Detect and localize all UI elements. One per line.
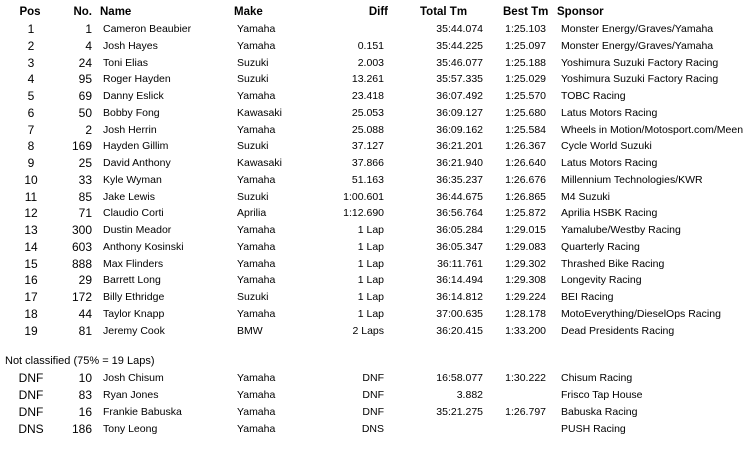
table-row — [0, 323, 745, 340]
cell-name: Ryan Jones — [103, 389, 159, 401]
cell-pos: 6 — [27, 105, 35, 120]
cell-sponsor: PUSH Racing — [561, 422, 626, 435]
cell-no: 83 — [78, 388, 92, 402]
cell-make: Yamaha — [237, 389, 276, 401]
cell-no: 71 — [78, 206, 92, 221]
cell-name: Josh Hayes — [103, 39, 158, 52]
cell-name: Jake Lewis — [103, 190, 155, 203]
cell-sponsor: Monster Energy/Graves/Yamaha — [561, 23, 714, 35]
cell-total: 36:21.201 — [436, 140, 483, 153]
cell-pos: 3 — [27, 55, 35, 70]
cell-make: Yamaha — [237, 123, 276, 136]
cell-no: 603 — [71, 239, 92, 254]
cell-diff: 1 Lap — [357, 240, 384, 253]
cell-sponsor: Longevity Racing — [561, 274, 642, 287]
cell-name: Jeremy Cook — [103, 324, 165, 337]
results-body — [0, 21, 745, 339]
cell-name: Bobby Fong — [103, 106, 160, 119]
cell-best: 1:25.103 — [505, 23, 546, 35]
cell-sponsor: Yamalube/Westby Racing — [561, 224, 681, 236]
cell-diff: 37.127 — [351, 140, 384, 153]
cell-name: Toni Elias — [103, 56, 148, 69]
cell-total: 36:14.494 — [436, 274, 483, 287]
cell-no: 29 — [78, 273, 92, 288]
cell-pos: DNS — [18, 421, 44, 436]
cell-diff: 1:00.601 — [343, 190, 384, 203]
header-total: Total Tm — [420, 6, 468, 18]
not-classified-body — [0, 370, 745, 437]
cell-make: Kawasaki — [237, 106, 282, 119]
cell-diff: DNF — [362, 372, 384, 385]
cell-best: 1:30.222 — [505, 372, 546, 385]
cell-diff: 13.261 — [351, 73, 384, 86]
table-row — [0, 306, 745, 323]
cell-diff: 25.088 — [351, 123, 384, 136]
cell-name: Dustin Meador — [103, 224, 172, 236]
cell-best: 1:29.302 — [505, 257, 546, 270]
cell-make: Yamaha — [237, 173, 276, 186]
cell-best: 1:33.200 — [505, 324, 546, 337]
cell-total: 35:21.275 — [436, 405, 483, 418]
cell-best: 1:28.178 — [505, 307, 546, 320]
cell-total: 3.882 — [456, 389, 483, 401]
cell-best: 1:25.872 — [505, 207, 546, 220]
cell-make: Yamaha — [237, 307, 276, 320]
cell-no: 300 — [71, 223, 92, 237]
cell-name: Claudio Corti — [103, 207, 164, 220]
cell-sponsor: Wheels in Motion/Motosport.com/Meen — [561, 123, 744, 136]
cell-diff: 1 Lap — [357, 291, 384, 303]
cell-diff: 37.866 — [351, 157, 384, 169]
cell-make: Yamaha — [237, 372, 276, 385]
cell-make: BMW — [237, 324, 263, 337]
cell-make: Yamaha — [237, 224, 276, 236]
header-diff: Diff — [368, 6, 388, 18]
cell-sponsor: Frisco Tap House — [561, 389, 643, 401]
header-name: Name — [100, 6, 132, 18]
cell-diff: 2.003 — [357, 56, 384, 69]
cell-diff: 1:12.690 — [343, 207, 384, 220]
cell-total: 35:57.335 — [436, 73, 483, 86]
cell-total: 36:44.675 — [436, 190, 483, 203]
cell-no: 169 — [71, 139, 92, 154]
table-row — [0, 138, 745, 155]
cell-pos: 17 — [24, 290, 38, 304]
cell-pos: 13 — [24, 223, 38, 237]
table-row — [0, 172, 745, 189]
cell-sponsor: M4 Suzuki — [561, 190, 611, 203]
cell-no: 24 — [78, 55, 92, 70]
cell-name: Cameron Beaubier — [103, 23, 192, 35]
cell-name: Barrett Long — [103, 274, 161, 287]
cell-best: 1:29.083 — [505, 240, 546, 253]
cell-no: 33 — [78, 172, 92, 187]
cell-best: 1:25.188 — [505, 56, 546, 69]
cell-pos: 2 — [27, 38, 35, 53]
cell-best: 1:29.308 — [505, 274, 546, 287]
cell-sponsor: Millennium Technologies/KWR — [561, 173, 703, 186]
cell-no: 44 — [78, 306, 92, 321]
cell-sponsor: MotoEverything/DieselOps Racing — [561, 307, 721, 320]
cell-best: 1:26.676 — [505, 173, 546, 186]
cell-make: Aprilia — [237, 207, 267, 220]
cell-pos: 16 — [24, 273, 38, 288]
header-pos: Pos — [19, 6, 41, 18]
cell-make: Yamaha — [237, 405, 276, 418]
table-row — [0, 289, 745, 306]
cell-sponsor: Yoshimura Suzuki Factory Racing — [561, 73, 719, 86]
cell-no: 69 — [78, 89, 92, 103]
cell-no: 50 — [78, 105, 92, 120]
cell-diff: 25.053 — [351, 106, 384, 119]
cell-best: 1:25.570 — [505, 90, 546, 102]
cell-pos: 14 — [24, 239, 38, 254]
cell-best: 1:26.367 — [505, 140, 546, 153]
cell-diff: 1 Lap — [357, 257, 384, 270]
cell-sponsor: Cycle World Suzuki — [561, 140, 652, 153]
cell-pos: DNF — [18, 371, 44, 386]
cell-no: 95 — [78, 72, 92, 87]
cell-sponsor: Dead Presidents Racing — [561, 324, 675, 337]
cell-best: 1:29.224 — [505, 291, 546, 303]
cell-sponsor: Babuska Racing — [561, 405, 638, 418]
table-row — [0, 421, 745, 438]
cell-best: 1:25.097 — [505, 39, 546, 52]
cell-make: Suzuki — [237, 73, 269, 86]
cell-no: 10 — [78, 371, 92, 386]
cell-name: Max Flinders — [103, 257, 164, 270]
cell-sponsor: Monster Energy/Graves/Yamaha — [561, 39, 714, 52]
cell-total: 36:05.347 — [436, 240, 483, 253]
cell-make: Suzuki — [237, 190, 269, 203]
table-row — [0, 21, 745, 38]
cell-best: 1:25.029 — [505, 73, 546, 86]
cell-name: Hayden Gillim — [103, 140, 169, 153]
cell-name: David Anthony — [103, 157, 171, 169]
cell-diff: DNF — [362, 389, 384, 401]
cell-pos: 8 — [27, 139, 35, 154]
cell-name: Frankie Babuska — [103, 405, 182, 418]
header-row — [0, 3, 745, 21]
cell-total: 36:05.284 — [436, 224, 483, 236]
cell-diff: DNF — [362, 405, 384, 418]
cell-no: 25 — [78, 156, 92, 170]
table-row — [0, 122, 745, 139]
cell-pos: 15 — [24, 256, 38, 271]
cell-pos: 9 — [27, 156, 35, 170]
cell-name: Billy Ethridge — [103, 291, 165, 303]
cell-make: Yamaha — [237, 240, 276, 253]
cell-sponsor: Chisum Racing — [561, 372, 633, 385]
not-classified-title: Not classified (75% = 19 Laps) — [5, 355, 155, 368]
table-row — [0, 222, 745, 239]
cell-pos: 5 — [27, 89, 35, 103]
cell-make: Suzuki — [237, 140, 269, 153]
cell-best: 1:26.865 — [505, 190, 546, 203]
cell-diff: 51.163 — [351, 173, 384, 186]
cell-make: Kawasaki — [237, 157, 282, 169]
cell-diff: 23.418 — [351, 90, 384, 102]
cell-diff: 1 Lap — [357, 224, 384, 236]
cell-best: 1:25.680 — [505, 106, 546, 119]
cell-sponsor: Aprilia HSBK Racing — [561, 207, 658, 220]
cell-sponsor: Thrashed Bike Racing — [561, 257, 665, 270]
cell-total: 16:58.077 — [436, 372, 483, 385]
cell-name: Tony Leong — [103, 422, 158, 435]
cell-best: 1:25.584 — [505, 123, 546, 136]
table-row — [0, 38, 745, 55]
cell-make: Yamaha — [237, 23, 276, 35]
cell-name: Taylor Knapp — [103, 307, 165, 320]
table-row — [0, 272, 745, 289]
cell-no: 172 — [71, 290, 92, 304]
cell-best: 1:26.640 — [505, 157, 546, 169]
table-row — [0, 88, 745, 105]
cell-pos: 12 — [24, 206, 38, 221]
header-no: No. — [73, 6, 92, 18]
cell-best: 1:29.015 — [505, 224, 546, 236]
cell-pos: 19 — [24, 323, 38, 338]
table-row — [0, 205, 745, 222]
table-row — [0, 71, 745, 88]
cell-pos: 11 — [24, 189, 38, 204]
cell-pos: DNF — [18, 404, 44, 419]
cell-pos: 18 — [24, 306, 38, 321]
table-row — [0, 55, 745, 72]
cell-sponsor: Quarterly Racing — [561, 240, 640, 253]
cell-diff: 1 Lap — [357, 274, 384, 287]
cell-no: 2 — [85, 122, 92, 137]
cell-total: 36:11.761 — [437, 257, 483, 270]
cell-no: 16 — [78, 404, 92, 419]
cell-pos: 4 — [27, 72, 35, 87]
table-row — [0, 105, 745, 122]
cell-total: 37:00.635 — [436, 307, 483, 320]
cell-total: 36:20.415 — [436, 324, 483, 337]
cell-total: 36:56.764 — [436, 207, 483, 220]
cell-no: 888 — [71, 256, 92, 271]
table-row — [0, 404, 745, 421]
cell-diff: 1 Lap — [357, 307, 384, 320]
cell-total: 36:09.162 — [436, 123, 483, 136]
table-row — [0, 370, 745, 387]
cell-no: 186 — [71, 421, 92, 436]
cell-name: Anthony Kosinski — [103, 240, 184, 253]
cell-make: Yamaha — [237, 39, 276, 52]
cell-no: 81 — [78, 323, 92, 338]
cell-pos: 1 — [27, 22, 35, 36]
cell-total: 35:46.077 — [436, 56, 483, 69]
cell-diff: 0.151 — [357, 39, 384, 52]
cell-make: Suzuki — [237, 291, 269, 303]
cell-total: 35:44.074 — [436, 23, 483, 35]
table-row — [0, 155, 745, 172]
cell-make: Yamaha — [237, 422, 276, 435]
header-best: Best Tm — [503, 6, 549, 18]
cell-pos: 10 — [24, 172, 38, 187]
cell-sponsor: Latus Motors Racing — [561, 106, 658, 119]
cell-no: 1 — [85, 22, 92, 36]
cell-sponsor: Latus Motors Racing — [561, 157, 658, 169]
cell-pos: 7 — [27, 122, 35, 137]
cell-total: 36:14.812 — [436, 291, 483, 303]
cell-best: 1:26.797 — [505, 405, 546, 418]
header-make: Make — [234, 6, 263, 18]
cell-total: 36:09.127 — [436, 106, 483, 119]
cell-total: 36:21.940 — [436, 157, 483, 169]
cell-no: 4 — [85, 38, 92, 53]
cell-total: 36:07.492 — [436, 90, 483, 102]
cell-make: Yamaha — [237, 257, 276, 270]
cell-total: 35:44.225 — [436, 39, 483, 52]
cell-diff: 2 Laps — [352, 324, 384, 337]
cell-make: Yamaha — [237, 90, 276, 102]
cell-pos: DNF — [18, 388, 44, 402]
table-row — [0, 189, 745, 206]
cell-make: Yamaha — [237, 274, 276, 287]
cell-diff: DNS — [361, 422, 384, 435]
cell-name: Josh Chisum — [103, 372, 164, 385]
table-row — [0, 387, 745, 404]
table-row — [0, 256, 745, 273]
cell-make: Suzuki — [237, 56, 269, 69]
cell-no: 85 — [78, 189, 92, 204]
results-table — [0, 3, 745, 437]
cell-name: Roger Hayden — [103, 73, 171, 86]
cell-name: Kyle Wyman — [103, 173, 162, 186]
cell-sponsor: Yoshimura Suzuki Factory Racing — [561, 56, 719, 69]
cell-sponsor: TOBC Racing — [561, 90, 626, 102]
cell-sponsor: BEI Racing — [561, 291, 614, 303]
table-row — [0, 239, 745, 256]
cell-name: Danny Eslick — [103, 90, 164, 102]
cell-total: 36:35.237 — [436, 173, 483, 186]
header-sponsor: Sponsor — [557, 6, 604, 18]
cell-name: Josh Herrin — [103, 123, 157, 136]
